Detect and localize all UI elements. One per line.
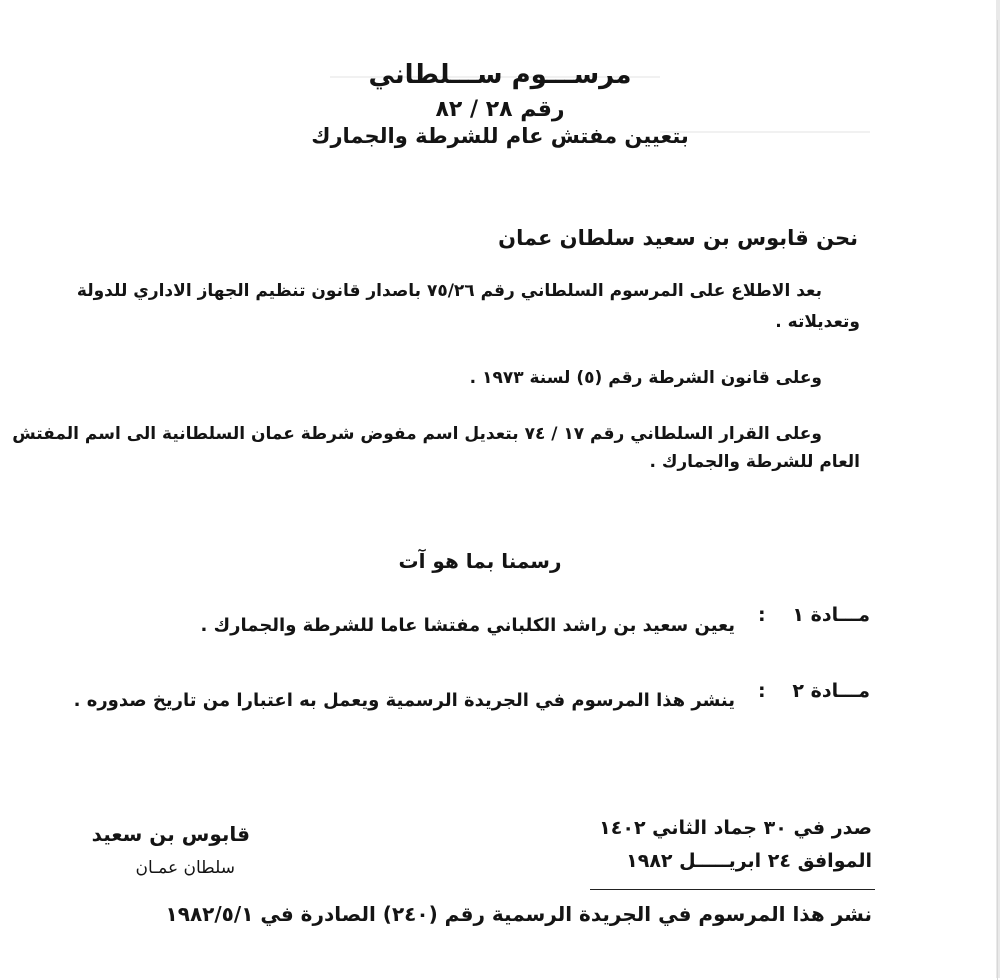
signature-name: قابوس بن سعيد — [91, 822, 250, 846]
recital-2: وعلى قانون الشرطة رقم (٥) لسنة ١٩٧٣ . — [469, 368, 822, 388]
preamble-issuer: نحن قابوس بن سعيد سلطان عمان — [498, 226, 858, 250]
article-2-label: مـــادة ٢ — [792, 680, 870, 702]
page-edge-line — [997, 20, 998, 980]
article-2-separator: : — [758, 680, 766, 702]
publication-note: نشر هذا المرسوم في الجريدة الرسمية رقم (٢٤٠) الصادرة في ١٩٨٢/٥/١ — [165, 902, 872, 926]
recital-1-line-1: بعد الاطلاع على المرسوم السلطاني رقم ٧٥/٢٦ باصدار قانون تنظيم الجهاز الاداري للدولة — [76, 281, 822, 301]
article-1-label: مـــادة ١ — [792, 604, 870, 626]
article-1-separator: : — [758, 604, 766, 626]
decree-number: رقم ٢٨ / ٨٢ — [435, 97, 565, 122]
decreed-heading: رسمنا بما هو آت — [398, 549, 562, 573]
article-2-text: ينشر هذا المرسوم في الجريدة الرسمية ويعمل به اعتبارا من تاريخ صدوره . — [73, 690, 735, 711]
decree-subject: بتعيين مفتش عام للشرطة والجمارك — [311, 124, 689, 148]
publication-rule — [590, 889, 875, 890]
signature-title: سلطان عمـان — [135, 858, 235, 878]
issued-date-gregorian: الموافق ٢٤ ابريـــــل ١٩٨٢ — [626, 850, 872, 872]
decree-heading: مرســـوم ســـلطاني — [368, 60, 632, 90]
article-1-text: يعين سعيد بن راشد الكلباني مفتشا عاما للشرطة والجمارك . — [200, 615, 735, 636]
issued-date-hijri: صدر في ٣٠ جماد الثاني ١٤٠٢ — [599, 817, 872, 839]
recital-1-line-2: وتعديلاته . — [775, 312, 860, 332]
recital-3-line-2: العام للشرطة والجمارك . — [649, 452, 860, 472]
recital-3-line-1: وعلى القرار السلطاني رقم ١٧ / ٧٤ بتعديل اسم مفوض شرطة عمان السلطانية الى اسم المفتش — [12, 424, 822, 444]
